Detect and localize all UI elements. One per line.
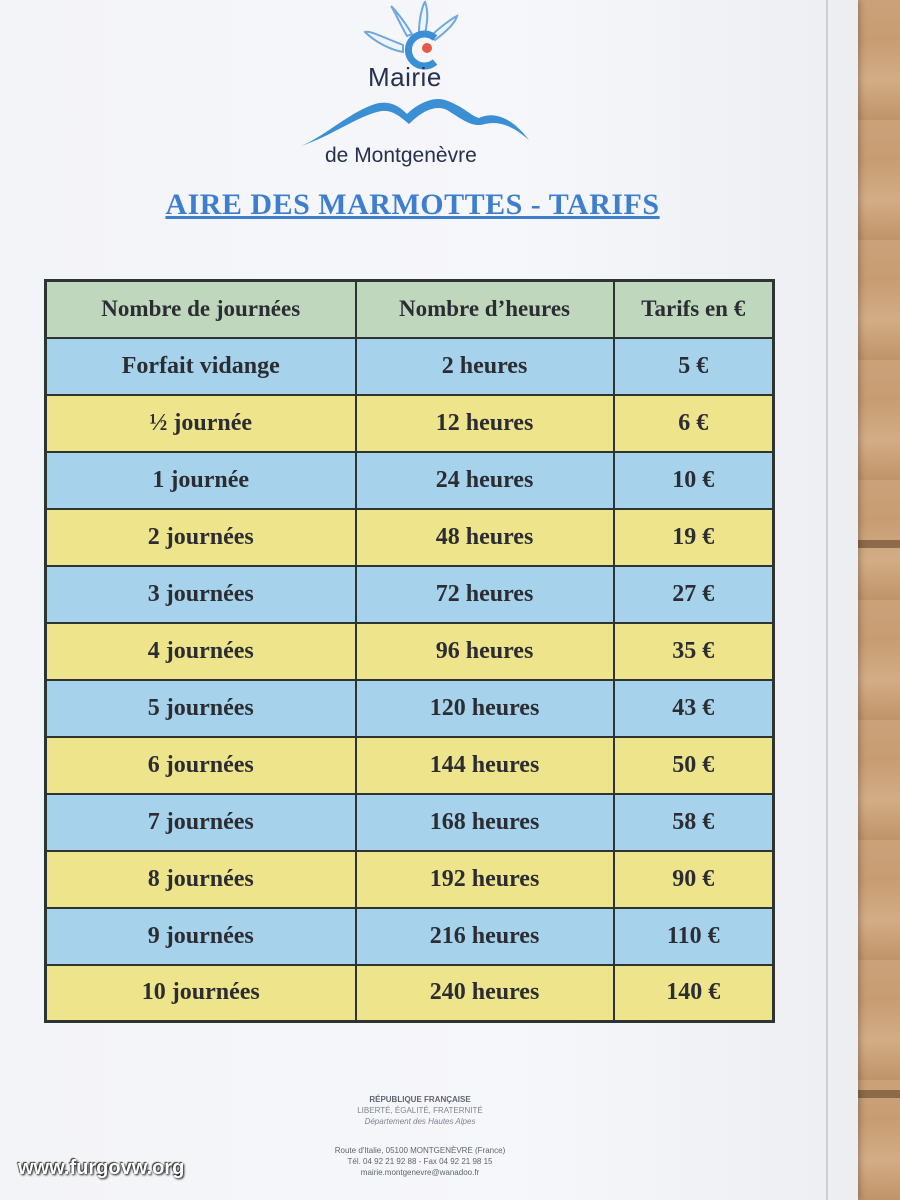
footer-email: mairie.montgenevre@wanadoo.fr — [360, 1168, 480, 1177]
cell-days: 10 journées — [46, 965, 356, 1022]
cell-days: 7 journées — [46, 794, 356, 851]
table-row — [46, 452, 774, 509]
cell-hours: 2 heures — [356, 338, 614, 395]
cell-hours: 144 heures — [356, 737, 614, 794]
table-row — [46, 509, 774, 566]
header-price: Tarifs en € — [614, 281, 774, 338]
cell-price: 58 € — [614, 794, 774, 851]
header-days: Nombre de journées — [46, 281, 356, 338]
cell-price: 50 € — [614, 737, 774, 794]
cell-hours: 192 heures — [356, 851, 614, 908]
footer-departement: Département des Hautes Alpes — [364, 1117, 476, 1126]
site-watermark: www.furgovw.org — [18, 1157, 185, 1179]
cell-price: 10 € — [614, 452, 774, 509]
wood-plank-gap — [852, 1090, 900, 1098]
tarifs-table — [44, 279, 775, 1023]
table-row — [46, 395, 774, 452]
cell-days: 1 journée — [46, 452, 356, 509]
cell-hours: 72 heures — [356, 566, 614, 623]
cell-price: 90 € — [614, 851, 774, 908]
cell-price: 5 € — [614, 338, 774, 395]
cell-hours: 96 heures — [356, 623, 614, 680]
cell-hours: 216 heures — [356, 908, 614, 965]
cell-days: 2 journées — [46, 509, 356, 566]
cell-hours: 240 heures — [356, 965, 614, 1022]
footer-republique: RÉPUBLIQUE FRANÇAISE — [369, 1095, 471, 1104]
cell-hours: 24 heures — [356, 452, 614, 509]
page-title: AIRE DES MARMOTTES - TARIFS — [165, 188, 660, 221]
table-header-row — [46, 281, 774, 338]
cell-days: Forfait vidange — [46, 338, 356, 395]
table-row — [46, 908, 774, 965]
table-row — [46, 680, 774, 737]
table-row — [46, 965, 774, 1022]
table-row — [46, 794, 774, 851]
table-row — [46, 851, 774, 908]
table-row — [46, 737, 774, 794]
cell-price: 35 € — [614, 623, 774, 680]
table-row — [46, 338, 774, 395]
cell-days: 6 journées — [46, 737, 356, 794]
cell-days: 4 journées — [46, 623, 356, 680]
cell-days: 5 journées — [46, 680, 356, 737]
footer-motto: LIBERTÉ, ÉGALITÉ, FRATERNITÉ — [357, 1106, 483, 1115]
cell-days: ½ journée — [46, 395, 356, 452]
cell-hours: 168 heures — [356, 794, 614, 851]
cell-hours: 12 heures — [356, 395, 614, 452]
wood-background — [852, 0, 900, 1200]
mountain-icon — [301, 99, 529, 146]
letterhead-footer — [300, 1094, 540, 1178]
logo-name: Mairie — [368, 62, 442, 92]
footer-address: Route d'Italie, 05100 MONTGENÈVRE (France) — [334, 1146, 506, 1155]
table-row — [46, 623, 774, 680]
cell-price: 27 € — [614, 566, 774, 623]
cell-price: 110 € — [614, 908, 774, 965]
wood-plank-gap — [852, 540, 900, 548]
cell-hours: 120 heures — [356, 680, 614, 737]
logo-subtitle: de Montgenèvre — [325, 144, 477, 167]
cell-price: 140 € — [614, 965, 774, 1022]
red-dot-icon — [422, 43, 432, 53]
cell-days: 9 journées — [46, 908, 356, 965]
cell-price: 19 € — [614, 509, 774, 566]
footer-phone: Tél. 04 92 21 92 88 - Fax 04 92 21 98 15 — [347, 1157, 493, 1166]
plastic-sleeve-edge — [826, 0, 828, 1200]
cell-price: 6 € — [614, 395, 774, 452]
table-row — [46, 566, 774, 623]
header-hours: Nombre d’heures — [356, 281, 614, 338]
cell-hours: 48 heures — [356, 509, 614, 566]
cell-days: 3 journées — [46, 566, 356, 623]
cell-price: 43 € — [614, 680, 774, 737]
cell-days: 8 journées — [46, 851, 356, 908]
